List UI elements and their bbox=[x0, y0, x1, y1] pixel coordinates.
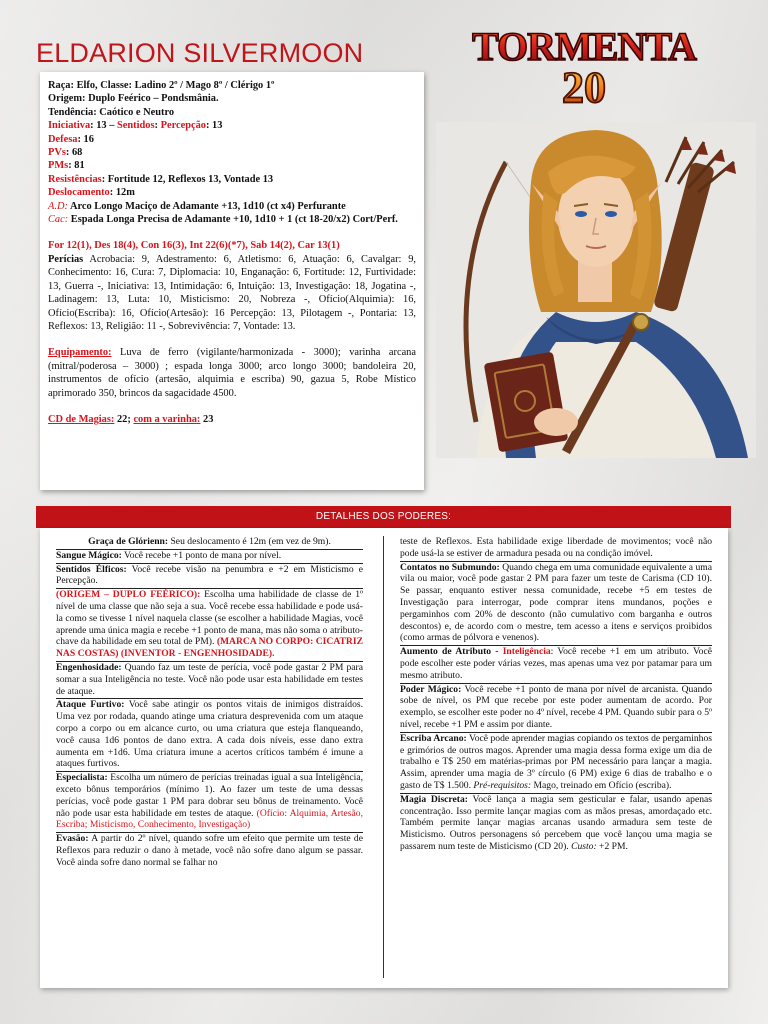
race-class-line: Raça: Elfo, Classe: Ladino 2º / Mago 8º / Clérigo 1º bbox=[48, 80, 275, 91]
elf-portrait-illustration bbox=[436, 122, 756, 458]
power-origem-duplo-feerico: (ORIGEM – DUPLO FEÉRICO): Escolha uma habilidade de classe de 1º nível de uma classe que não seja a sua. Você recebe essa habilidade e pode usá-la como se tivesse 1 nível naquela classe (se escolher a habilidade Magias, você aprende uma única magia e recebe +1 ponto de mana, mas não soma o atributo-chave da habilidade em seu total de PM). (MARCA NO CORPO: CICATRIZ NAS COSTAS) (INVENTOR - ENGENHOSIDADE). bbox=[56, 589, 363, 662]
powers-left-column bbox=[56, 536, 363, 870]
alignment-line: Tendência: Caótico e Neutro bbox=[48, 106, 175, 118]
initiative-line: Iniciativa: 13 – Sentidos: Percepção: 13 bbox=[48, 120, 223, 132]
power-sangue-magico: Sangue Mágico: Você recebe +1 ponto de mana por nível. bbox=[56, 550, 363, 564]
power-poder-magico: Poder Mágico: Você recebe +1 ponto de mana por nível de arcanista. Quando sobe de nível, os PM que recebe por este poder aumentam de acordo. Por exemplo, se escolher este poder no 4º nível, recebe 4 PM. Quando subir para o 5º nível, recebe +1 PM e assim por diante. bbox=[400, 684, 712, 733]
power-contatos-no-submundo: Contatos no Submundo: Quando chega em uma comunidade equivalente a uma vila ou maior, você pode gastar 2 PM para fazer um teste de Carisma (CD 10). Se passar, enquanto estiver nessa comunidade, recebe +5 em testes de Investigação para interrogar, pode comprar itens mundanos, poções e pergaminhos com 20% de desconto (não cumulativo com barganha e outros descontos) e, de acordo com o mestre, tem acesso a itens e serviços proibidos (como armas de pólvora e venenos). bbox=[400, 562, 712, 647]
power-graca-de-glorienn: Graça de Glórienn: Seu deslocamento é 12m (em vez de 9m). bbox=[56, 536, 363, 550]
movement-line: Deslocamento: 12m bbox=[48, 187, 135, 199]
power-evasao-continued: teste de Reflexos. Esta habilidade exige liberdade de movimentos; você não pode usá-la se estiver de armadura pesada ou na condição imóvel. bbox=[400, 536, 712, 562]
resistances-line: Resistências: Fortitude 12, Reflexos 13, Vontade 13 bbox=[48, 173, 274, 185]
svg-text:20: 20 bbox=[562, 63, 606, 106]
ranged-attack-line: A.D: Arco Longo Maciço de Adamante +13, 1d10 (ct x4) Perfurante bbox=[48, 200, 346, 212]
character-name: ELDARION SILVERMOON bbox=[36, 38, 364, 68]
character-portrait bbox=[436, 122, 756, 458]
pm-line: PMs: 81 bbox=[48, 160, 85, 172]
column-divider bbox=[383, 536, 384, 978]
pv-line: PVs: 68 bbox=[48, 147, 83, 159]
powers-panel bbox=[40, 528, 728, 988]
power-aumento-de-atributo: Aumento de Atributo - Inteligência: Você recebe +1 em um atributo. Você pode escolher este poder várias vezes, mas apenas uma vez por patamar para um mesmo atributo. bbox=[400, 646, 712, 683]
power-evasao: Evasão: A partir do 2º nível, quando sofre um efeito que permite um teste de Reflexos para reduzir o dano à metade, você não sofre dano algum se passar. Você ainda sofre dano normal se falhar no bbox=[56, 833, 363, 868]
melee-attack-line: Cac: Espada Longa Precisa de Adamante +10, 1d10 + 1 (ct 18-20/x2) Cort/Perf. bbox=[48, 214, 398, 226]
stat-block bbox=[40, 72, 424, 490]
defense-line: Defesa: 16 bbox=[48, 133, 94, 145]
origin-line: Origem: Duplo Feérico – Pondsmânia. bbox=[48, 93, 219, 105]
equipment-paragraph: Equipamento: Luva de ferro (vigilante/harmonizada - 3000); varinha arcana (mitral/poderosa – 3000) ; espada longa 3000; arco longo 3000; bandoleira 20, instrumentos de ofício (artesão, alquimia e escriba) 90, gazua 5, Robe Místico aprimorado 350, brincos da sagacidade 4500. bbox=[48, 347, 416, 399]
skills-paragraph: Perícias Acrobacia: 9, Adestramento: 6, Atletismo: 6, Atuação: 6, Cavalgar: 9, Conhecimento: 16, Cura: 7, Diplomacia: 10, Enganação: 6, Fortitude: 12, Furtividade: 13, Guerra -, Iniciativa: 13, Intimidação: 6, Intuição: 13, Investigação: 18, Jogatina -, Ladinagem: 13, Luta: 10, Misticismo: 20, Nobreza -, Ofício(Alquimia): 16, Ofício(Escriba): 16, Ofício(Artesão): 16 Percepção: 13, Pilotagem -, Pontaria: 13, Reflexos: 13, Religião: 11 -, Sobrevivência: 7, Vontade: 13. bbox=[48, 253, 416, 332]
power-magia-discreta: Magia Discreta: Você lança a magia sem gesticular e falar, usando apenas concentração. Isso permite lançar magias com as mãos presas, amordaçado etc. Também permite lançar magias arcanas usando armadura sem teste de Misticismo. Outros personagens só percebem que você lançou uma magia se passarem num teste de Misticismo (CD 20). Custo: +2 PM. bbox=[400, 793, 713, 852]
powers-right-column bbox=[400, 536, 712, 854]
svg-text:TORMENTA: TORMENTA bbox=[472, 24, 696, 69]
power-engenhosidade: Engenhosidade: Quando faz um teste de perícia, você pode gastar 2 PM para somar a sua Inteligência no teste. Você não pode usar esta habilidade em testes de ataque. bbox=[56, 662, 363, 699]
power-ataque-furtivo: Ataque Furtivo: Você sabe atingir os pontos vitais de inimigos distraídos. Uma vez por rodada, quando atinge uma criatura desprevenida com um ataque corpo a corpo ou em alcance curto, ou uma criatura que esteja flanqueando, você causa 1d6 pontos de dano extra. A cada dois níveis, esse dano extra aumenta em +1d6. Uma criatura imune a acertos críticos também é imune a ataques furtivos. bbox=[56, 699, 363, 772]
power-escriba-arcano: Escriba Arcano: Você pode aprender magias copiando os textos de pergaminhos e grimórios de outros magos. Aprender uma magia dessa forma exige um dia de trabalho e T$ 250 em matérias-primas por PM necessário para lançar a magia. Assim, aprender uma magia de 3º círculo (6 PM) exige 6 dias de trabalho e o gasto de T$ 1.500. Pré-requisitos: Mago, treinado em Ofício (escriba). bbox=[400, 733, 712, 794]
attributes-line: For 12(1), Des 18(4), Con 16(3), Int 22(6)(*7), Sab 14(2), Car 13(1) bbox=[48, 240, 340, 252]
power-especialista: Especialista: Escolha um número de perícias treinadas igual a sua Inteligência, exceto bônus temporários (mínimo 1). Ao fazer um teste de uma dessas perícias, você pode gastar 1 PM para dobrar seu bônus de treinamento. Você não pode usar esta habilidade em testes de ataque. (Ofício: Alquimia, Artesão, Escriba; Misticismo, Conhecimento, Investigação) bbox=[56, 772, 363, 833]
power-sentidos-elficos: Sentidos Élficos: Você recebe visão na penumbra e +2 em Misticismo e Percepção. bbox=[56, 564, 363, 590]
tormenta20-logo bbox=[464, 20, 704, 106]
spell-dc-line: CD de Magias: 22; com a varinha: 23 bbox=[48, 413, 214, 425]
powers-banner: DETALHES DOS PODERES: bbox=[36, 506, 731, 528]
